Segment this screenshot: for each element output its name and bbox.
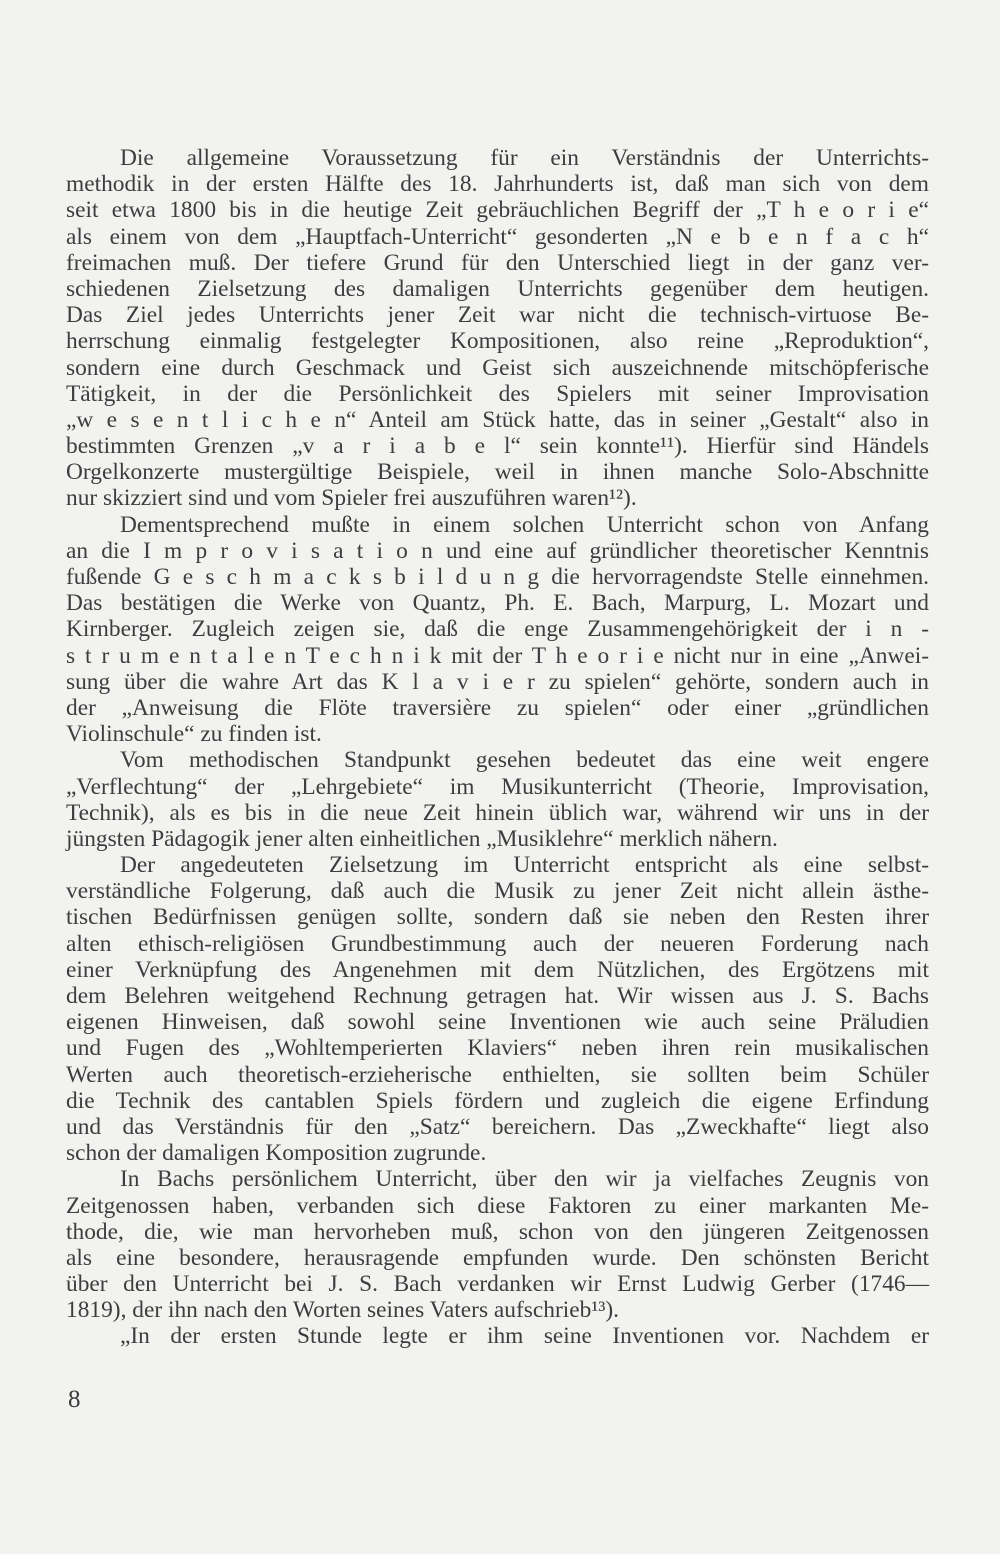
text-line: Tätigkeit, in der die Persönlichkeit des Spielers mit seiner Improvisation	[66, 380, 929, 407]
text-line: Technik), als es bis in die neue Zeit hinein üblich war, während wir uns in der	[66, 799, 929, 826]
text-line: Violinschule“ zu finden ist.	[66, 721, 322, 748]
body-text	[66, 145, 929, 1350]
text-line: seit etwa 1800 bis in die heutige Zeit gebräuchlichen Begriff der „T h e o r i e“	[66, 197, 929, 224]
text-line: schon der damaligen Komposition zugrunde.	[66, 1140, 487, 1167]
text-line: sung über die wahre Art das K l a v i e r zu spielen“ gehörte, sondern auch in	[66, 668, 929, 695]
text-line: und Fugen des „Wohltemperierten Klaviers“ neben ihren rein musikalischen	[66, 1035, 929, 1062]
text-line: Kirnberger. Zugleich zeigen sie, daß die enge Zusammengehörigkeit der i n -	[66, 616, 929, 643]
text-line: thode, die, wie man hervorheben muß, schon von den jüngeren Zeitgenossen	[66, 1218, 929, 1245]
text-line: einer Verknüpfung des Angenehmen mit dem Nützlichen, des Ergötzens mit	[66, 956, 929, 983]
text-line: Orgelkonzerte mustergültige Beispiele, weil in ihnen manche Solo-Abschnitte	[66, 459, 929, 486]
text-line: eigenen Hinweisen, daß sowohl seine Inventionen wie auch seine Präludien	[66, 1009, 929, 1036]
text-line: Das Ziel jedes Unterrichts jener Zeit war nicht die technisch-virtuose Be-	[66, 302, 929, 329]
text-line: freimachen muß. Der tiefere Grund für den Unterschied liegt in der ganz ver-	[66, 249, 929, 276]
text-line: der „Anweisung die Flöte traversière zu spielen“ oder einer „gründlichen	[66, 694, 929, 721]
text-line: Werten auch theoretisch-erzieherische enthielten, sie sollten beim Schüler	[66, 1061, 929, 1088]
text-line: die Technik des cantablen Spiels fördern und zugleich die eigene Erfindung	[66, 1087, 929, 1114]
text-line: jüngsten Pädagogik jener alten einheitlichen „Musiklehre“ merklich nähern.	[66, 825, 778, 852]
text-line: methodik in der ersten Hälfte des 18. Jahrhunderts ist, daß man sich von dem	[66, 171, 929, 198]
text-line: Zeitgenossen haben, verbanden sich diese Faktoren zu einer markanten Me-	[66, 1192, 929, 1219]
text-line: bestimmten Grenzen „v a r i a b e l“ sein konnte¹¹). Hierfür sind Händels	[66, 433, 929, 460]
text-line: nur skizziert sind und vom Spieler frei auszuführen waren¹²).	[66, 485, 637, 512]
text-line: „Verflechtung“ der „Lehrgebiete“ im Musikunterricht (Theorie, Improvisation,	[66, 773, 929, 800]
text-line: „w e s e n t l i c h e n“ Anteil am Stück hatte, das in seiner „Gestalt“ also in	[66, 406, 929, 433]
text-line: und das Verständnis für den „Satz“ bereichern. Das „Zweckhafte“ liegt also	[66, 1113, 929, 1140]
text-line: 1819), der ihn nach den Worten seines Vaters aufschrieb¹³).	[66, 1297, 619, 1324]
text-line: Der angedeuteten Zielsetzung im Unterricht entspricht als eine selbst-	[120, 852, 929, 879]
text-line: „In der ersten Stunde legte er ihm seine Inventionen vor. Nachdem er	[120, 1323, 929, 1350]
text-line: In Bachs persönlichem Unterricht, über den wir ja vielfaches Zeugnis von	[120, 1166, 929, 1193]
text-line: s t r u m e n t a l e n T e c h n i k mit der T h e o r i e nicht nur in eine „Anwei-	[66, 642, 929, 669]
text-line: schiedenen Zielsetzung des damaligen Unterrichts gegenüber dem heutigen.	[66, 275, 929, 302]
text-line: verständliche Folgerung, daß auch die Musik zu jener Zeit nicht allein ästhe-	[66, 878, 929, 905]
text-line: sondern eine durch Geschmack und Geist sich auszeichnende mitschöpferische	[66, 354, 929, 381]
text-line: alten ethisch-religiösen Grundbestimmung auch der neueren Forderung nach	[66, 930, 929, 957]
text-line: herrschung einmalig festgelegter Kompositionen, also reine „Reproduktion“,	[66, 328, 929, 355]
text-line: tischen Bedürfnissen genügen sollte, sondern daß sie neben den Resten ihrer	[66, 904, 929, 931]
text-line: an die I m p r o v i s a t i o n und eine auf gründlicher theoretischer Kenntnis	[66, 537, 929, 564]
text-line: Das bestätigen die Werke von Quantz, Ph. E. Bach, Marpurg, L. Mozart und	[66, 590, 929, 617]
text-line: über den Unterricht bei J. S. Bach verdanken wir Ernst Ludwig Gerber (1746—	[66, 1271, 929, 1298]
text-line: Die allgemeine Voraussetzung für ein Verständnis der Unterrichts-	[120, 145, 929, 171]
text-line: Dementsprechend mußte in einem solchen Unterricht schon von Anfang	[120, 511, 929, 538]
page-number: 8	[68, 1386, 81, 1413]
text-line: fußende G e s c h m a c k s b i l d u n g die hervorragendste Stelle einnehmen.	[66, 564, 929, 590]
text-line: dem Belehren weitgehend Rechnung getragen hat. Wir wissen aus J. S. Bachs	[66, 983, 929, 1009]
text-line: als eine besondere, herausragende empfunden wurde. Den schönsten Bericht	[66, 1244, 929, 1271]
text-line: Vom methodischen Standpunkt gesehen bedeutet das eine weit engere	[120, 747, 929, 774]
text-line: als einem von dem „Hauptfach-Unterricht“ gesonderten „N e b e n f a c h“	[66, 223, 929, 250]
